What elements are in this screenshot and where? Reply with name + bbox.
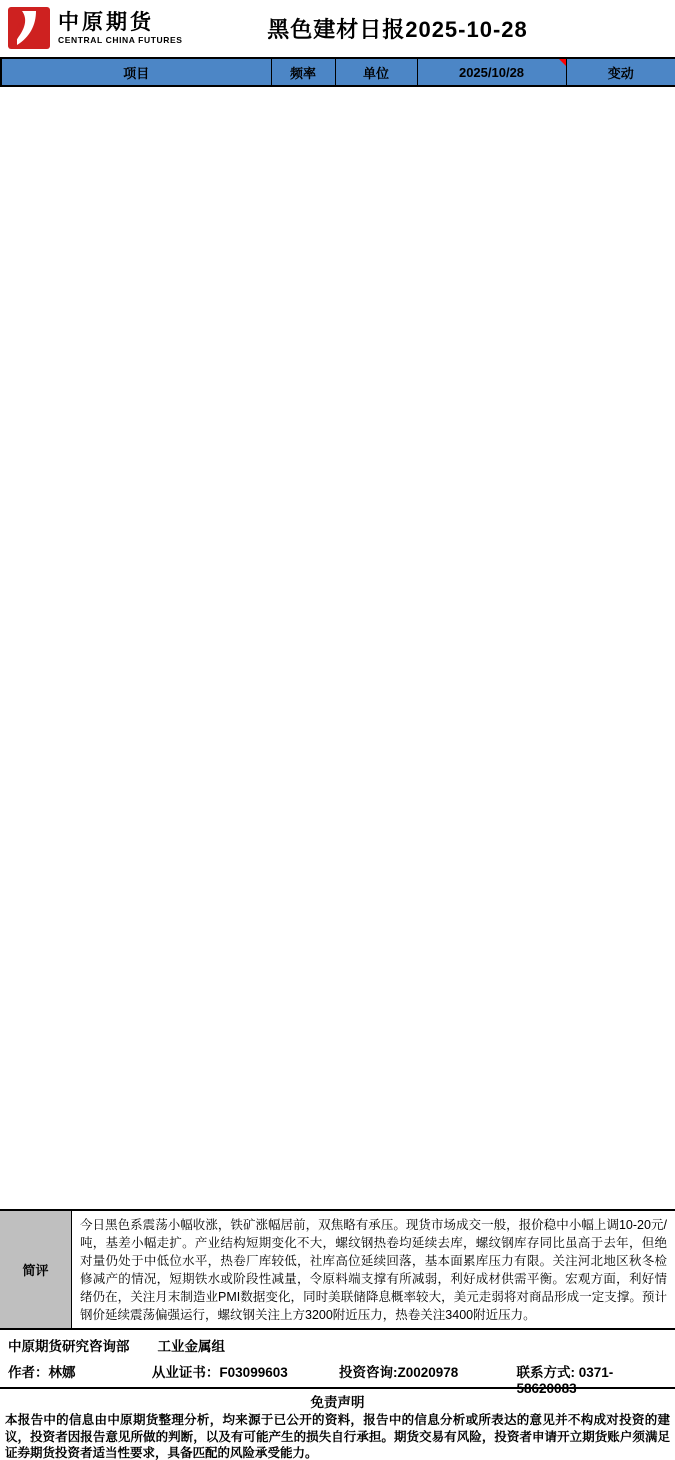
comment-marker-icon	[559, 59, 566, 66]
header-change: 变动	[566, 58, 675, 86]
page-title: 黑色建材日报2025-10-28	[267, 17, 528, 42]
disclaimer-block	[0, 1387, 675, 1460]
contact-group: 工业金属组	[157, 1339, 225, 1354]
brand-name-cn: 中原期货	[58, 9, 154, 35]
data-table	[0, 57, 675, 760]
table-header-row	[1, 58, 675, 86]
header-date	[417, 58, 566, 86]
comment-label: 简评	[0, 1211, 72, 1328]
brand-name-en: CENTRAL CHINA FUTURES	[58, 34, 183, 45]
header-date-label: 2025/10/28	[458, 64, 525, 80]
header-frequency: 频率	[271, 58, 335, 86]
contact-advisory: 投资咨询:Z0020978	[339, 1365, 459, 1380]
contact-block	[0, 1330, 675, 1396]
comment-text: 今日黑色系震荡小幅收涨，铁矿涨幅居前，双焦略有承压。现货市场成交一般，报价稳中小幅上调10-20元/吨，基差小幅走扩。产业结构短期变化不大，螺纹钢热卷均延续去库，螺纹钢库存同比虽高于去年，但绝对量仍处于中低位水平，热卷厂库较低，社库高位延续回落，基本面累库压力有限。关注河北地区秋冬检修减产的情况，短期铁水或阶段性减量，令原料端支撑有所减弱，利好成材供需平衡。宏观方面，利好情绪仍在，关注月末制造业PMI数据变化，同时美联储降息概率较大，美元走弱将对商品形成一定支撑。预计钢价延续震荡偏强运行，螺纹钢关注上方3200附近压力，热卷关注3400附近压力。	[80, 1218, 667, 1322]
header-unit: 单位	[335, 58, 417, 86]
brand-bar	[0, 0, 675, 57]
contact-dept: 中原期货研究咨询部	[8, 1339, 130, 1354]
company-logo-icon	[8, 7, 50, 49]
contact-author: 作者：林娜	[8, 1365, 76, 1380]
disclaimer-title: 免责声明	[310, 1395, 365, 1410]
comment-block	[0, 1209, 675, 1330]
header-item: 项目	[1, 58, 271, 86]
table-body	[1, 86, 675, 759]
disclaimer-text: 本报告中的信息由中原期货整理分析，均来源于已公开的资料，报告中的信息分析或所表达的意见并不构成对投资的建议，投资者因报告意见所做的判断，以及有可能产生的损失自行承担。期货交易有风险，投资者申请开立期货账户须满足证券期货投资者适当性要求，具备匹配的风险承受能力。	[5, 1413, 670, 1460]
contact-phone: 联系方式: 0371-58620083	[516, 1365, 614, 1396]
charts-grid	[0, 760, 675, 1209]
contact-cert: 从业证书：F03099603	[151, 1365, 288, 1380]
